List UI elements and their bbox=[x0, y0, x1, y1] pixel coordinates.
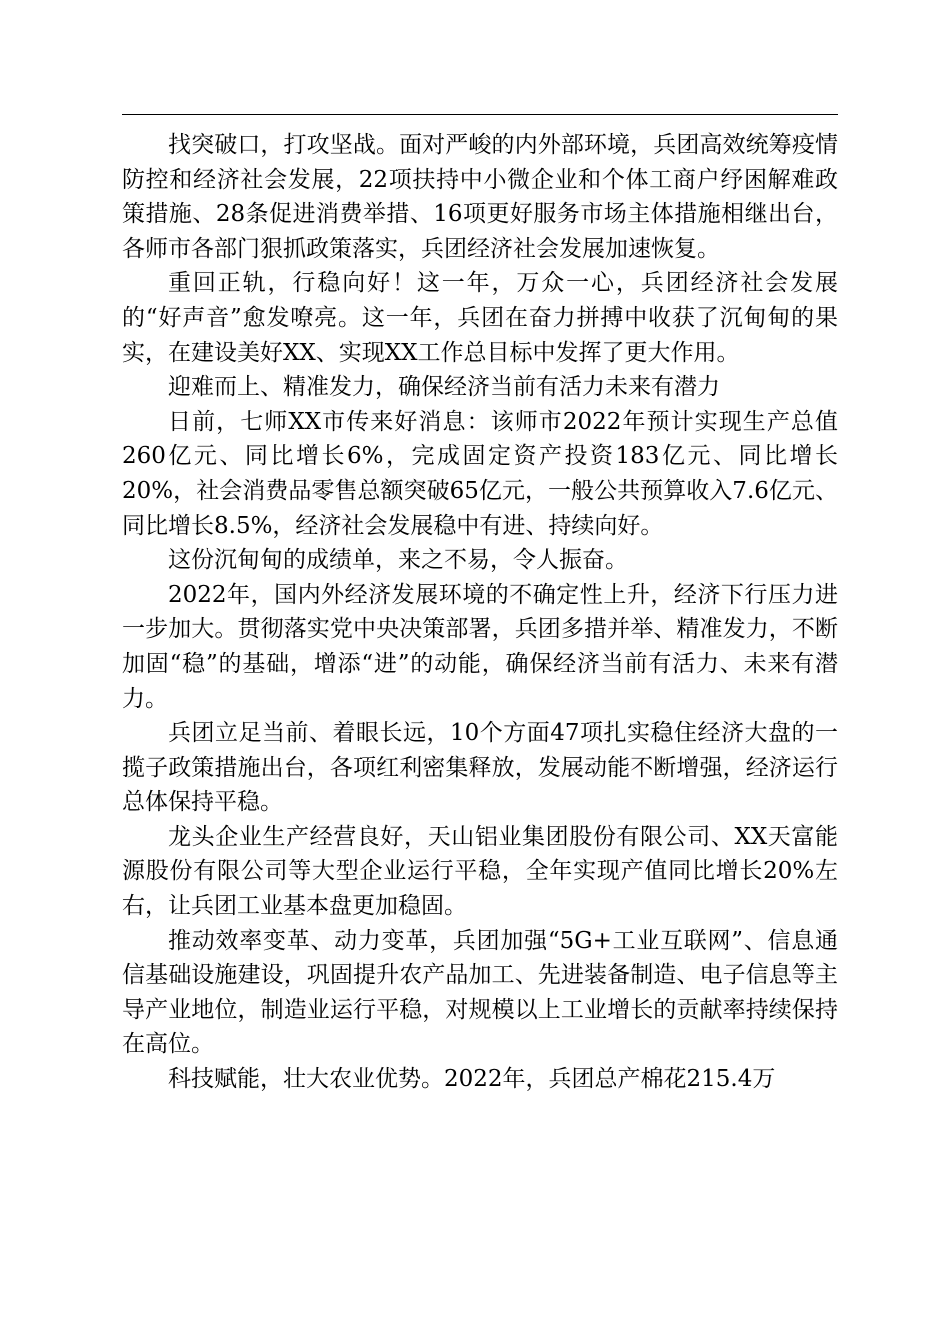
paragraph-9: 科技赋能，壮大农业优势。2022年，兵团总产棉花215.4万 bbox=[168, 1066, 776, 1093]
body-text bbox=[122, 128, 838, 1097]
paragraph-5: 2022年，国内外经济发展环境的不确定性上升，经济下行压力进一步加大。贯彻落实党中央决策部署，兵团多措并举、精准发力，不断加固“稳”的基础，增添“进”的动能，确保经济当前有活力、未来有潜力。 bbox=[122, 581, 838, 712]
header-rule bbox=[122, 114, 838, 115]
paragraph-7: 龙头企业生产经营良好，天山铝业集团股份有限公司、XX天富能源股份有限公司等大型企业运行平稳，全年实现产值同比增长20%左右，让兵团工业基本盘更加稳固。 bbox=[122, 823, 838, 920]
paragraph-3: 日前，七师XX市传来好消息：该师市2022年预计实现生产总值260亿元、同比增长6%，完成固定资产投资183亿元、同比增长20%，社会消费品零售总额突破65亿元，一般公共预算收入7.6亿元、同比增长8.5%，经济社会发展稳中有进、持续向好。 bbox=[122, 408, 838, 539]
paragraph-8: 推动效率变革、动力变革，兵团加强“5G+工业互联网”、信息通信基础设施建设，巩固提升农产品加工、先进装备制造、电子信息等主导产业地位，制造业运行平稳，对规模以上工业增长的贡献率持续保持在高位。 bbox=[122, 927, 838, 1058]
paragraph-4: 这份沉甸甸的成绩单，来之不易，令人振奋。 bbox=[168, 547, 628, 574]
paragraph-2: 重回正轨，行稳向好！这一年，万众一心，兵团经济社会发展的“好声音”愈发嘹亮。这一年，兵团在奋力拼搏中收获了沉甸甸的果实，在建设美好XX、实现XX工作总目标中发挥了更大作用。 bbox=[122, 270, 838, 366]
paragraph-6: 兵团立足当前、着眼长远，10个方面47项扎实稳住经济大盘的一揽子政策措施出台，各项红利密集释放，发展动能不断增强，经济运行总体保持平稳。 bbox=[122, 720, 838, 816]
paragraph-1: 找突破口，打攻坚战。面对严峻的内外部环境，兵团高效统筹疫情防控和经济社会发展，22项扶持中小微企业和个体工商户纾困解难政策措施、28条促进消费举措、16项更好服务市场主体措施相继出台，各师市各部门狠抓政策落实，兵团经济社会发展加速恢复。 bbox=[122, 132, 838, 262]
section-heading: 迎难而上、精准发力，确保经济当前有活力未来有潜力 bbox=[168, 374, 720, 401]
